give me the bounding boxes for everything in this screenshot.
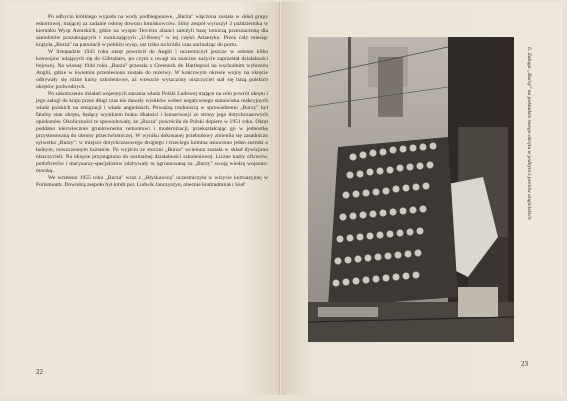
paragraph: Po odbyciu krótkiego wypadu na wody podbiegunowe, „Burza" włączona została w skład grupy eskortowej, mającej za zadanie osłonę dowozu lotniskowców. Silny zespół wyruszył 3 października w kierunku Wysp Azorskich, gdzie na wyspie Terceira alianci założyli bazę lotniczą przeznaczoną dla samolotów poszukujących i zwalczających „U-Booty" w tej części Atlantyku. Przez cały miesiąc krążyła „Burza" na patrolach w pobliżu wysp, raz tylko na krótki czas zachodząc do portu. [36,14,268,48]
paragraph: W listopadzie 1943 roku okręt powrócił do Anglii i uczestniczył jeszcze w osłonie kilku konwojów udających się do Gibraltaru, po czym z uwagi na znaczne zużycie zaprzestał działalności bojowej. Na wiosnę 1944 roku „Burza" przeszła z Greenock do Hartlepool na wschodnim wybrzeżu Anglii, gdzie w kwietniu przeniesiona została do rezerwy. W końcowym okresie wojny na okręcie odbywały się różne kursy szkoleniowe, aż wreszcie wyszczony niszczyciel stał się bazą polskich okrętów podwodnych. [36,49,268,90]
photo-illustration [308,37,514,342]
paragraph: Po zakończeniu działań wojennych starania władz Polski Ludowej mające na celu powrót okrętu i jego załogi do kraju przez długi czas nie dawały wyników wobec negatywnego stanowiska reakcyjnych władz polskich na emigracji i władz angielskich. Poważną trudnością w sprowadzeniu „Burzy" był fatalny stan okrętu, będący wynikiem braku dbałości i konserwacji ze strony jego dotychczasowych opiekunów. Okoliczności te spowodowały, że „Burza" powróciła do Polski dopiero w 1951 roku. Okręt poddano niezwłocznie gruntownemu remontowi i modernizacji, przekształcając go w jednostkę przystosowaną do obrony przeciwlotniczej. W wyniku dokonanej przebudowy zmieniła się zasadniczo sylwetka „Burzy": w miejsce dotychczasowego drugiego i trzeciego komina ustawiono jeden szeroki o ładnym, nowoczesnym kształcie. Po wyjściu ze stoczni „Burza" wcielona została w skład dywizjonu niszczycieli. Na okręcie przystąpiono do normalnej działalności szkoleniowej. Liczne kadry oficerów, podoficerów i marynarzy-specjalistów zdobywały tu ugruntowaną na „Burzy" swoją wiedzę wojenno-morską. [36,91,268,174]
page-number: 22 [36,368,43,376]
photo-caption [524,47,534,337]
body-text [36,14,268,189]
left-page [3,2,280,395]
paragraph: We wrześniu 1955 roku „Burza" wraz z „Błyskawicą" uczestniczyła w wizycie kurtuazyjnej w Portsmouth. Dowódcą zespołu był kmdr por. Ludwik Janczyszyn, obecnie kontradmirał i Szef [36,175,268,188]
page-number: 23 [521,360,528,368]
right-page [281,2,563,395]
photo-caption-text: 6. Załoga „Burzy" na pokładzie swego okrętu w jednym z portów angielskich [526,47,532,220]
crew-photograph [308,37,514,342]
